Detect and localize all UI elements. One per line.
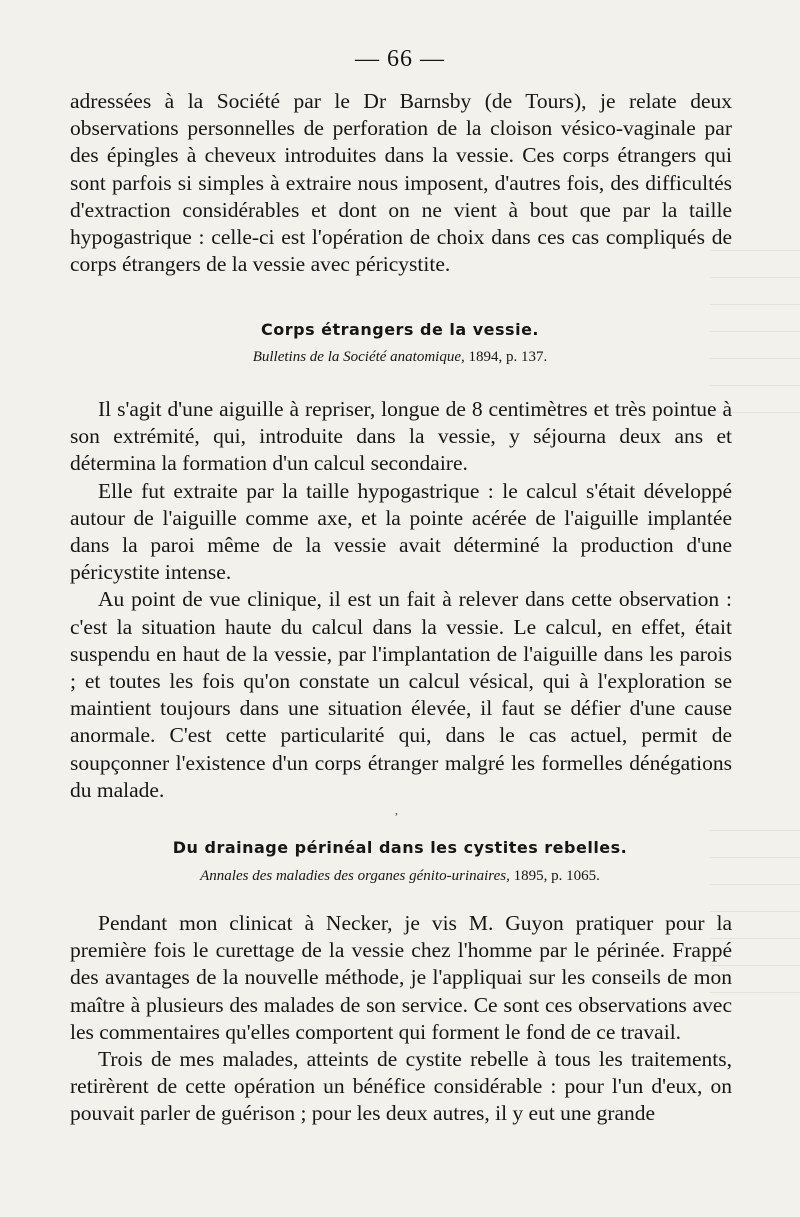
section-citation [0, 349, 800, 366]
page-number: — 66 — [355, 46, 445, 72]
paragraph: Elle fut extraite par la taille hypogastrique : le calcul s'était développé autour de l'aiguille comme axe, et la pointe acérée de l'aiguille implantée dans la paroi même de la vessie avait déterminé la production d'une péricystite intense. [70, 478, 732, 585]
paragraph: adressées à la Société par le Dr Barnsby (de Tours), je relate deux observations personnelles de perforation de la cloison vésico-vaginale par des épingles à cheveux introduites dans la vessie. Ces corps étrangers qui sont parfois si simples à extraire nous imposent, d'autres fois, des difficultés d'extraction considérables et dont on ne vient à bout que par la taille hypogastrique : celle-ci est l'opération de choix dans ces cas compliqués de corps étrangers de la vessie avec péricystite. [70, 89, 732, 277]
paragraph: Pendant mon clinicat à Necker, je vis M. Guyon pratiquer pour la première fois le curettage de la vessie chez l'homme par le périnée. Frappé des avantages de la nouvelle méthode, je l'appliquai sur les conseils de mon maître à plusieurs des malades de son service. Ce sont ces observations avec les commentaires qu'elles comportent qui forment le fond de ce travail. [70, 911, 732, 1044]
drainage-body [70, 910, 732, 1128]
section-citation [0, 868, 800, 885]
citation-reference: 1894, p. 137. [468, 349, 548, 365]
paragraph: Au point de vue clinique, il est un fait à relever dans cette observation : c'est la situation haute du calcul dans la vessie. Le calcul, en effet, était suspendu en haut de la vessie, par l'implantation de l'aiguille dans les parois ; et toutes les fois qu'on constate un calcul vésical, qui à l'exploration se maintient toujours dans une situation élevée, il faut se défier d'une cause anormale. C'est cette particularité qui, dans le cas actuel, permit de soupçonner l'existence d'un corps étranger malgré les formelles dénégations du malade. [70, 587, 732, 802]
print-mark: , [395, 803, 398, 817]
paragraph: Il s'agit d'une aiguille à repriser, longue de 8 centimètres et très pointue à son extrémité, qui, introduite dans la vessie, y séjourna deux ans et détermina la formation d'un calcul secondaire. [70, 397, 732, 476]
citation-reference: 1895, p. 1065. [513, 868, 600, 884]
corps-etrangers-body [70, 396, 732, 804]
citation-journal: Bulletins de la Société anatomique, [252, 349, 465, 365]
citation-journal: Annales des maladies des organes génito-urinaires, [200, 868, 510, 884]
section-heading: Du drainage périnéal dans les cystites rebelles. [172, 838, 628, 857]
intro-section [70, 88, 732, 278]
section-heading: Corps étrangers de la vessie. [260, 320, 539, 339]
paragraph: Trois de mes malades, atteints de cystite rebelle à tous les traitements, retirèrent de cette opération un bénéfice considérable : pour l'un d'eux, on pouvait parler de guérison ; pour les deux autres, il y eut une grande [70, 1047, 732, 1126]
